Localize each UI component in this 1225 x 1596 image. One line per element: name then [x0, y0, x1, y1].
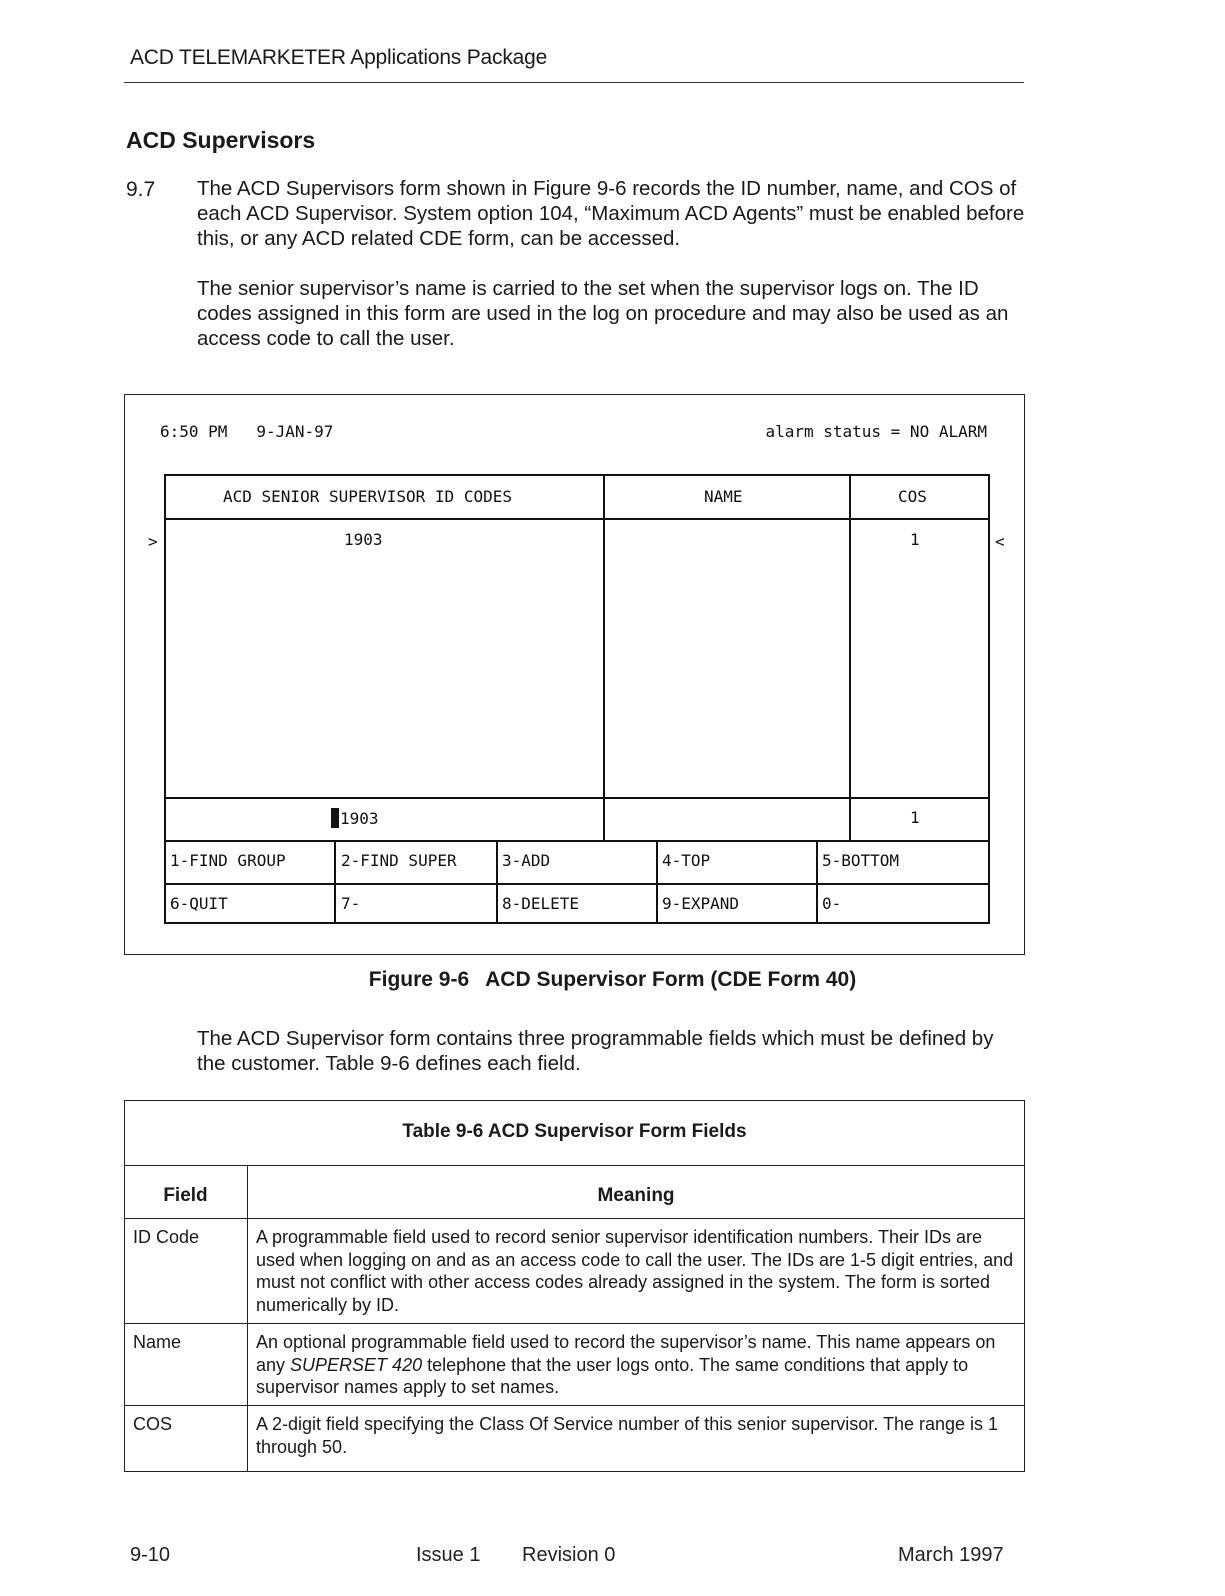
figure-caption [0, 968, 1225, 992]
column-header-name: NAME [704, 487, 743, 506]
table-row-meaning [256, 1331, 1016, 1399]
text-cursor [331, 808, 339, 828]
footer-revision: Revision 0 [522, 1544, 616, 1566]
figure-label: Figure 9-6 [368, 968, 470, 991]
figure-frame [124, 394, 1025, 955]
header-rule [124, 82, 1024, 83]
row-cos[interactable]: 1 [910, 530, 920, 549]
softkey-expand[interactable]: 9-EXPAND [662, 894, 740, 913]
softkey-top[interactable]: 4-TOP [662, 851, 711, 870]
row-marker-right: < [995, 532, 1005, 551]
edit-id-field[interactable] [331, 808, 379, 828]
softkey-7[interactable]: 7- [341, 894, 361, 913]
product-name: SUPERSET 420 [290, 1354, 423, 1375]
screen-time: 6:50 PM [160, 422, 228, 441]
footer-date: March 1997 [898, 1544, 1004, 1566]
paragraph-2: The senior supervisor’s name is carried to the set when the supervisor logs on. The ID codes assigned in this form are used in the log on procedure and may also be used as an access code to call the user. [197, 277, 1009, 350]
table-row-field: Name [133, 1332, 182, 1352]
section-title: ACD Supervisors [126, 127, 316, 153]
meaning-text: An optional programmable field used to record the supervisor’s name. This name appears on any [256, 1332, 996, 1375]
paragraph-3: The ACD Supervisor form contains three programmable fields which must be defined by the customer. Table 9-6 defines each field. [197, 1027, 994, 1075]
table-header-meaning: Meaning [597, 1185, 675, 1206]
running-header: ACD TELEMARKETER Applications Package [130, 46, 548, 69]
screen-time-date [160, 422, 333, 441]
table-row-field: COS [133, 1414, 173, 1434]
column-header-id-codes: ACD SENIOR SUPERVISOR ID CODES [223, 487, 512, 506]
softkey-find-super[interactable]: 2-FIND SUPER [341, 851, 457, 870]
paragraph-number: 9.7 [126, 178, 156, 201]
table-row-meaning: A 2-digit field specifying the Class Of Service number of this senior supervisor. The range is 1 through 50. [256, 1414, 999, 1457]
softkey-quit[interactable]: 6-QUIT [170, 894, 228, 913]
table-title: Table 9-6 ACD Supervisor Form Fields [402, 1121, 747, 1142]
figure-title: ACD Supervisor Form (CDE Form 40) [485, 968, 857, 991]
row-marker-left: > [148, 532, 158, 551]
softkey-bottom[interactable]: 5-BOTTOM [822, 851, 900, 870]
softkey-add[interactable]: 3-ADD [502, 851, 551, 870]
softkey-find-group[interactable]: 1-FIND GROUP [170, 851, 286, 870]
meaning-text: telephone that the user logs onto. The same conditions that apply to supervisor names apply to set names. [256, 1354, 969, 1397]
screen-alarm-status: alarm status = NO ALARM [765, 422, 987, 441]
footer-issue: Issue 1 [416, 1544, 481, 1566]
table-header-field: Field [163, 1185, 208, 1206]
table-row-meaning: A programmable field used to record senior supervisor identification numbers. Their IDs are used when logging on and as an access code to call the user. The IDs are 1-5 digit entries, and must not conflict with other access codes already assigned in the system. The form is sorted numerically by ID. [256, 1227, 1014, 1315]
edit-cos-field[interactable]: 1 [910, 808, 920, 827]
softkey-0[interactable]: 0- [822, 894, 842, 913]
edit-id-value: 1903 [340, 809, 379, 828]
paragraph-1: The ACD Supervisors form shown in Figure 9-6 records the ID number, name, and COS of each ACD Supervisor. System option 104, “Maximum ACD Agents” must be enabled before this, or any ACD related CDE form, can be accessed. [197, 177, 1025, 250]
column-header-cos: COS [898, 487, 927, 506]
footer-page-number: 9-10 [130, 1544, 171, 1566]
screen-date: 9-JAN-97 [256, 422, 334, 441]
row-id-code[interactable]: 1903 [344, 530, 383, 549]
table-row-field: ID Code [133, 1227, 200, 1247]
softkey-delete[interactable]: 8-DELETE [502, 894, 580, 913]
